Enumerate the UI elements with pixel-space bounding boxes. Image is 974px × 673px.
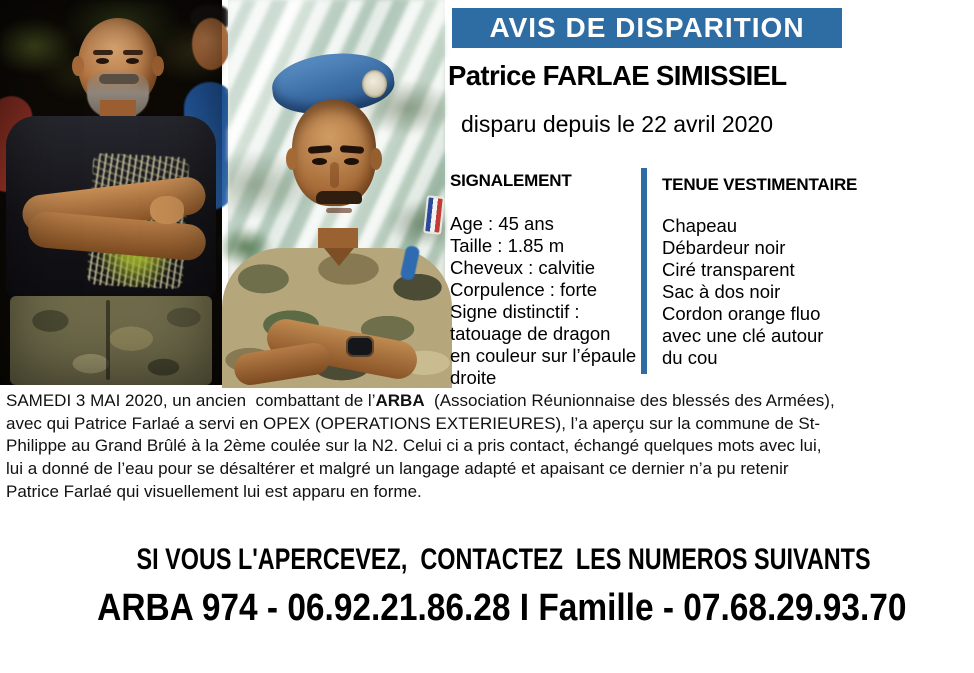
signalement-line: Corpulence : forte	[450, 279, 598, 300]
sighting-narrative	[6, 390, 839, 504]
signalement-line: Signe distinctif :	[450, 301, 580, 322]
tenue-header: TENUE VESTIMENTAIRE	[662, 175, 858, 194]
photo-soldier	[228, 0, 445, 385]
mouth	[326, 208, 352, 213]
tenue-line: Sac à dos noir	[662, 281, 781, 302]
wristwatch	[348, 338, 372, 355]
person-name: Patrice FARLAE SIMISSIEL	[448, 60, 787, 91]
tenue-line: Cordon orange fluo	[662, 303, 821, 324]
eye	[344, 158, 359, 165]
eye	[312, 158, 327, 165]
signalement-line: en couleur sur l’épaule	[450, 345, 637, 366]
signalement-line: Cheveux : calvitie	[450, 257, 595, 278]
tenue-line: avec une clé autour	[662, 325, 824, 346]
night-vignette	[0, 0, 222, 385]
column-divider	[641, 168, 647, 374]
tenue-lines	[662, 215, 842, 369]
missing-since-date: disparu depuis le 22 avril 2020	[461, 111, 773, 137]
mustache	[316, 191, 362, 204]
tenue-column	[662, 174, 858, 369]
tenue-line: Chapeau	[662, 215, 738, 236]
tenue-line: du cou	[662, 347, 718, 368]
signalement-line: droite	[450, 367, 497, 388]
tenue-line: Ciré transparent	[662, 259, 795, 280]
narrative-part1: SAMEDI 3 MAI 2020, un ancien combattant de l’	[6, 391, 376, 410]
tenue-line: Débardeur noir	[662, 237, 786, 258]
contact-numbers	[0, 544, 907, 673]
signalement-header: SIGNALEMENT	[450, 171, 572, 190]
banner-title-text: AVIS DE DISPARITION	[489, 12, 805, 43]
signalement-line: Taille : 1.85 m	[450, 235, 565, 256]
signalement-column	[450, 170, 645, 389]
signalement-line: Age : 45 ans	[450, 213, 554, 234]
contact-numbers-text: ARBA 974 - 06.92.21.86.28 I Famille - 07.68.29.93.70	[97, 587, 907, 629]
banner-title	[452, 8, 842, 48]
nose-shadow	[330, 162, 339, 188]
ear	[370, 148, 382, 170]
photo-civilian	[0, 0, 222, 385]
beret-badge-icon	[362, 70, 387, 98]
signalement-lines	[450, 213, 645, 389]
narrative-part2: (Association Réunionnaise des blessés des Armées), avec qui Patrice Farlaé a servi en OPEX (OPERATIONS EXTERIEURES), l’a aperçu sur la commune de St-Philippe au Grand Brûlé à la 2ème coulée sur la N2. Celui ci a pris contact, échangé quelques mots avec lui, lui a donné de l’eau pour se désaltérer et malgré un langage adapté et apaisant ce dernier n’a pu retenir Patrice Farlaé qui visuellement lui est apparu en forme.	[6, 391, 840, 501]
signalement-line: tatouage de dragon	[450, 323, 611, 344]
ear	[286, 148, 298, 170]
narrative-arba-bold: ARBA	[375, 391, 425, 410]
contact-instruction-text: SI VOUS L'APERCEVEZ, CONTACTEZ LES NUMEROS SUIVANTS	[136, 543, 871, 576]
